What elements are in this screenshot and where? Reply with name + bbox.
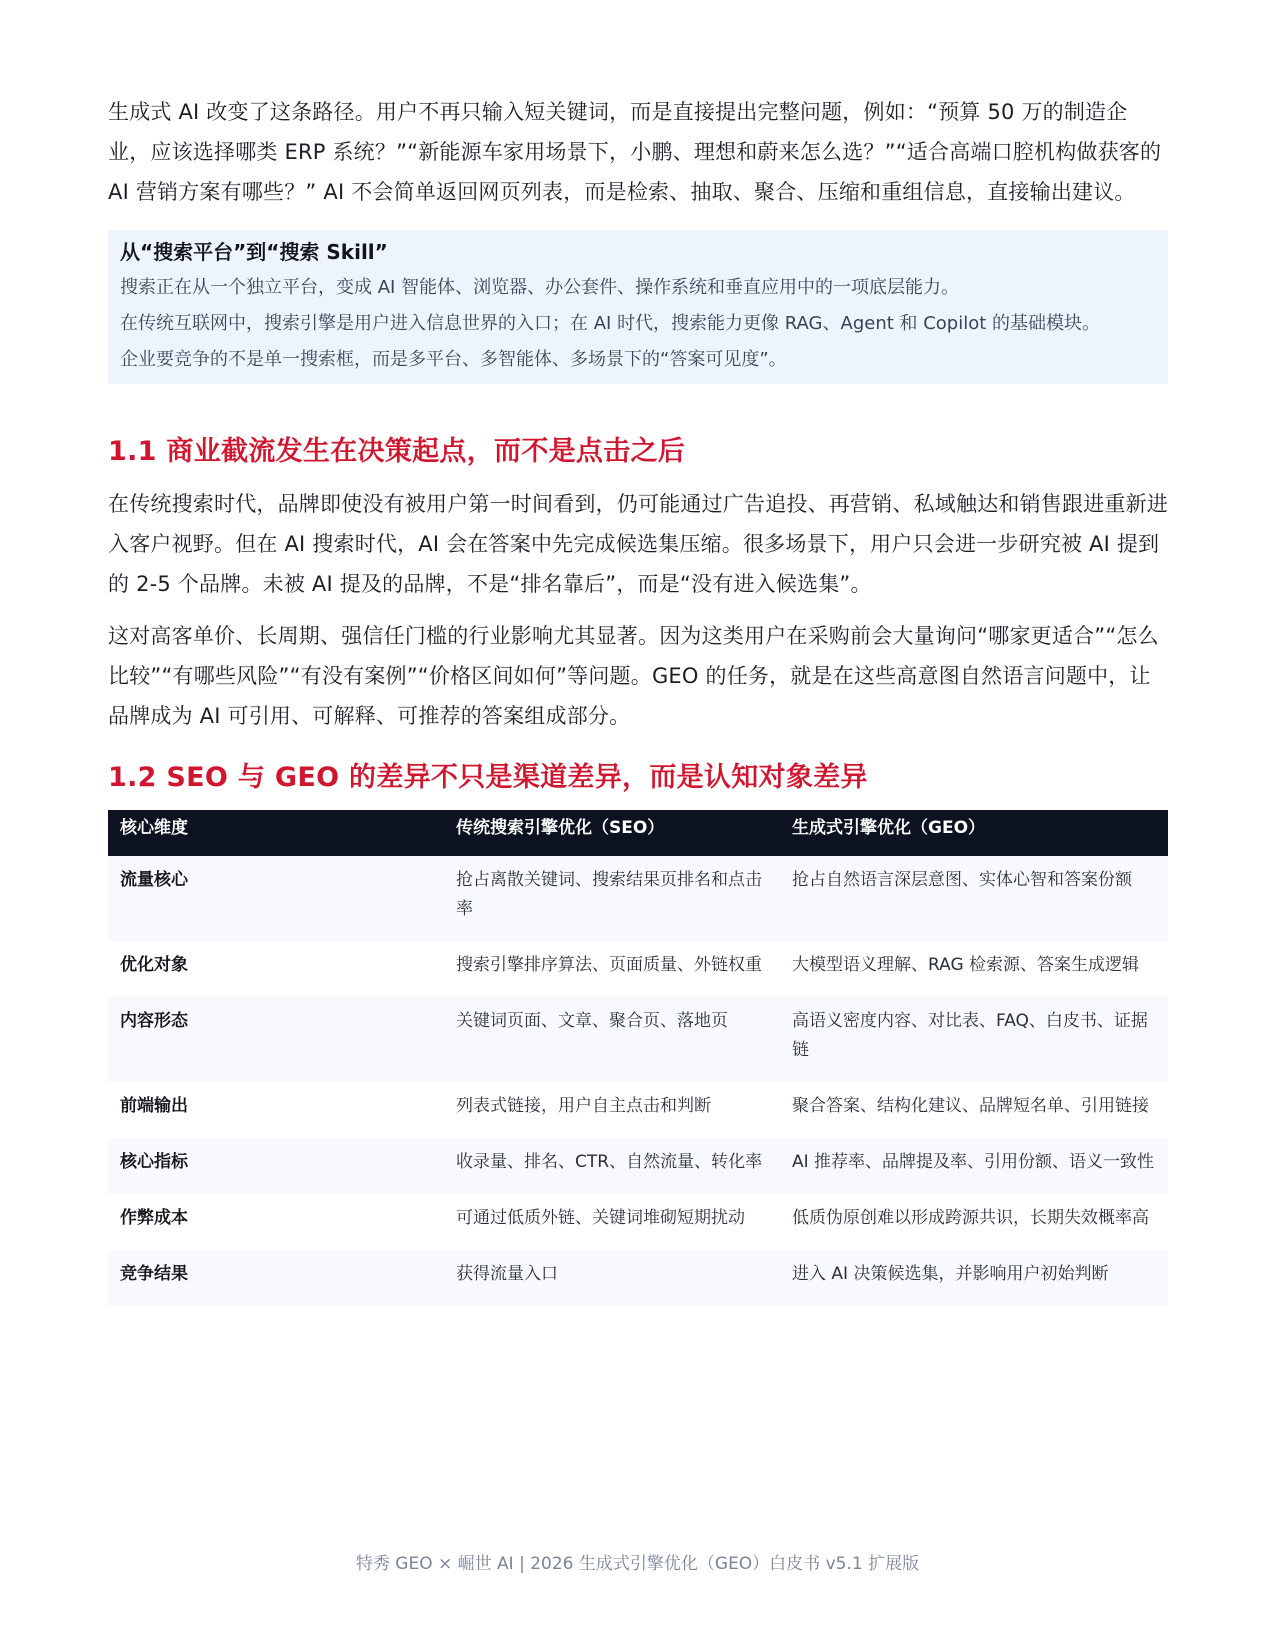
table-header-row — [108, 810, 1168, 856]
table-cell: 抢占离散关键词、搜索结果页排名和点击率 — [444, 856, 780, 941]
table-row — [108, 941, 1168, 997]
callout-line: 企业要竞争的不是单一搜索框，而是多平台、多智能体、多场景下的“答案可见度”。 — [120, 349, 787, 370]
table-cell: 列表式链接，用户自主点击和判断 — [444, 1082, 780, 1138]
callout-title: 从“搜索平台”到“搜索 Skill” — [120, 240, 388, 264]
table-cell: 关键词页面、文章、聚合页、落地页 — [444, 997, 780, 1082]
table-cell: 搜索引擎排序算法、页面质量、外链权重 — [444, 941, 780, 997]
table-row — [108, 1250, 1168, 1306]
document-page — [108, 92, 1168, 1306]
table-header-cell: 生成式引擎优化（GEO） — [780, 810, 1168, 856]
callout-line: 搜索正在从一个独立平台，变成 AI 智能体、浏览器、办公套件、操作系统和垂直应用中的一项底层能力。 — [120, 277, 960, 298]
table-header-cell: 传统搜索引擎优化（SEO） — [444, 810, 780, 856]
table-cell: 内容形态 — [108, 997, 444, 1082]
table-cell: 作弊成本 — [108, 1194, 444, 1250]
intro-paragraph: 生成式 AI 改变了这条路径。用户不再只输入短关键词，而是直接提出完整问题，例如：“预算 50 万的制造企业，应该选择哪类 ERP 系统？”“新能源车家用场景下，小鹏、理想和蔚来怎么选？”“适合高端口腔机构做获客的 AI 营销方案有哪些？” AI 不会简单返回网页列表，而是检索、抽取、聚合、压缩和重组信息，直接输出建议。 — [108, 100, 1162, 204]
table-row — [108, 1138, 1168, 1194]
callout-box — [108, 230, 1168, 384]
table-cell: 竞争结果 — [108, 1250, 444, 1306]
section1-paragraph: 这对高客单价、长周期、强信任门槛的行业影响尤其显著。因为这类用户在采购前会大量询问“哪家更适合”“怎么比较”“有哪些风险”“有没有案例”“价格区间如何”等问题。GEO 的任务，就是在这些高意图自然语言问题中，让品牌成为 AI 可引用、可解释、可推荐的答案组成部分。 — [108, 624, 1159, 728]
callout-line: 在传统互联网中，搜索引擎是用户进入信息世界的入口；在 AI 时代，搜索能力更像 RAG、Agent 和 Copilot 的基础模块。 — [120, 313, 1101, 334]
table-cell: 前端输出 — [108, 1082, 444, 1138]
section-heading-1-1: 1.1 商业截流发生在决策起点，而不是点击之后 — [108, 436, 686, 467]
table-cell: 收录量、排名、CTR、自然流量、转化率 — [444, 1138, 780, 1194]
table-cell: 可通过低质外链、关键词堆砌短期扰动 — [444, 1194, 780, 1250]
table-row — [108, 856, 1168, 941]
section-heading-1-2: 1.2 SEO 与 GEO 的差异不只是渠道差异，而是认知对象差异 — [108, 762, 868, 793]
table-cell: 核心指标 — [108, 1138, 444, 1194]
section1-paragraph: 在传统搜索时代，品牌即使没有被用户第一时间看到，仍可能通过广告追投、再营销、私域触达和销售跟进重新进入客户视野。但在 AI 搜索时代，AI 会在答案中先完成候选集压缩。很多场景下，用户只会进一步研究被 AI 提到的 2-5 个品牌。未被 AI 提及的品牌，不是“排名靠后”，而是“没有进入候选集”。 — [108, 492, 1168, 596]
table-cell: 获得流量入口 — [444, 1250, 780, 1306]
table-row — [108, 1082, 1168, 1138]
table-cell: 优化对象 — [108, 941, 444, 997]
table-row — [108, 1194, 1168, 1250]
table-cell: 抢占自然语言深层意图、实体心智和答案份额 — [780, 856, 1168, 941]
page-footer: 特秀 GEO × 崛世 AI | 2026 生成式引擎优化（GEO）白皮书 v5.1 扩展版 — [355, 1554, 920, 1574]
seo-geo-comparison-table — [108, 810, 1168, 1306]
table-cell: AI 推荐率、品牌提及率、引用份额、语义一致性 — [780, 1138, 1168, 1194]
table-cell: 大模型语义理解、RAG 检索源、答案生成逻辑 — [780, 941, 1168, 997]
table-cell: 高语义密度内容、对比表、FAQ、白皮书、证据链 — [780, 997, 1168, 1082]
table-cell: 流量核心 — [108, 856, 444, 941]
table-row — [108, 997, 1168, 1082]
table-cell: 进入 AI 决策候选集，并影响用户初始判断 — [780, 1250, 1168, 1306]
table-cell: 聚合答案、结构化建议、品牌短名单、引用链接 — [780, 1082, 1168, 1138]
table-header-cell: 核心维度 — [108, 810, 444, 856]
table-cell: 低质伪原创难以形成跨源共识，长期失效概率高 — [780, 1194, 1168, 1250]
